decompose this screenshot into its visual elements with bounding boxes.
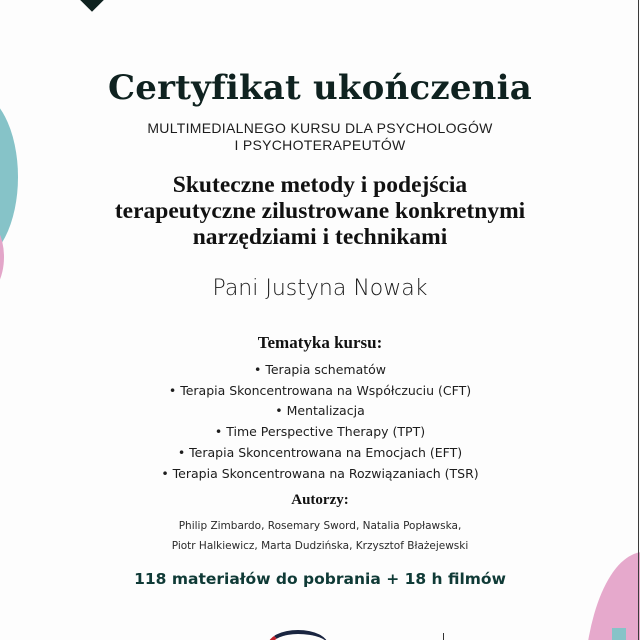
topic-item: • Time Perspective Therapy (TPT)	[214, 424, 426, 440]
course-title	[0, 172, 640, 250]
signature-mark	[443, 633, 444, 640]
authors-line-1: Philip Zimbardo, Rosemary Sword, Natalia Popławska,	[178, 520, 462, 532]
topics-heading: Tematyka kursu:	[257, 333, 383, 352]
diamond-ornament-icon	[72, 0, 112, 12]
certificate-title: Certyfikat ukończenia	[108, 68, 532, 108]
authors-heading: Autorzy:	[291, 492, 349, 508]
subtitle-line-1: MULTIMEDIALNEGO KURSU DLA PSYCHOLOGÓW	[147, 120, 493, 136]
topic-item: • Terapia Skoncentrowana na Emocjach (EFT)	[177, 444, 463, 460]
authors-line-2: Piotr Halkiewicz, Marta Dudzińska, Krzysztof Błażejewski	[171, 540, 469, 552]
topic-item: • Terapia Skoncentrowana na Współczuciu (CFT)	[168, 382, 472, 398]
subtitle-line-2: I PSYCHOTERAPEUTÓW	[234, 137, 406, 153]
logo-icon	[268, 630, 328, 640]
course-title-line: narzędziami i technikami	[192, 224, 448, 250]
certificate-subtitle	[0, 120, 640, 154]
topics-list	[0, 360, 640, 484]
authors-list	[0, 516, 640, 556]
recipient-name: Pani Justyna Nowak	[212, 276, 428, 301]
course-title-line: Skuteczne metody i podejścia	[172, 172, 468, 198]
course-title-line: terapeutyczne zilustrowane konkretnymi	[114, 198, 526, 224]
pink-blob-decoration-right	[584, 552, 640, 640]
topic-item: • Mentalizacja	[275, 403, 365, 419]
course-stats: 118 materiałów do pobrania + 18 h filmów	[134, 570, 506, 588]
topic-item: • Terapia schematów	[254, 362, 386, 377]
topic-item: • Terapia Skoncentrowana na Rozwiązaniach (TSR)	[161, 465, 479, 481]
teal-corner-decoration	[612, 628, 626, 640]
